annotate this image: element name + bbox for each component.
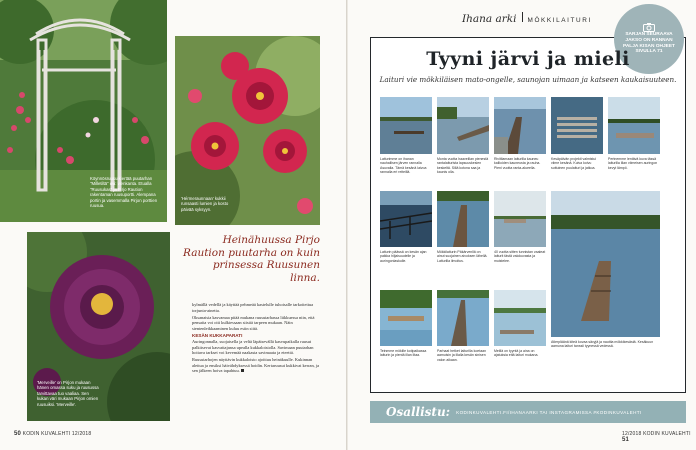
camera-icon [643, 23, 655, 32]
photo-caption: Pertnemme lentävä kuva tässä laiturilla illan viimeisen auringon kevyt lämpö. [608, 157, 658, 170]
body-paragraph: Oksanaisia kasvamaa pitää mukana ruusutarhassa liikkuessa niin, että pensaita voi oiti kulkiessaan siistiä tarpeen mukaan. Näin sientenleikkaaminen kuluu esiin siitä. [192, 314, 315, 331]
feature-subtitle: Laituri vie mökkiläisen mato-ongelle, saunojan uimaan ja katseen kaukaisuuteen. [379, 75, 677, 84]
header-divider [522, 12, 523, 22]
article-body [192, 302, 320, 376]
pier-photo [380, 290, 432, 346]
body-paragraph: Auringonnalla, suojaisella ja veltä läpäisevällä kasvupaikalla ruusut palkitsevat kasvattajansa upealla kukkaloistolla. Savimaan puutarhan hoitava tarkset voi kevemää naakasta savimaata ja eteettä. [192, 339, 314, 356]
left-page [0, 0, 346, 450]
pier-photo [608, 97, 660, 154]
participate-label: Osallistu: [386, 405, 451, 419]
photo-caption: Kesäpäivän projekti valmistui viime kesänä. Kuiva koivu suttuinen puulaituri ja jatkoa. [551, 157, 597, 170]
body-paragraph: kylmällä vedellä ja käyttää pehmeää kastelulle tuhoisalle tarkoitettua torjunta-ainetta. [192, 302, 314, 313]
purple-rose-caption: 'Merveille' on Pirjon mukaan hänen omassa suku ja ruusussa tarvittavaa tuo vaaliaa. Sen kukan väri mukaan Pirjon omien ruusuiksi. 'Merveille'. [37, 380, 99, 407]
pier-photo [437, 191, 489, 247]
feature-title: Tyyni järvi ja mieli [426, 48, 630, 70]
pier-photo [494, 97, 546, 154]
roses-caption: 'Hérmeraunnaan' kukkii runsaasti lumien ja kosto päivää syksyyn. [181, 196, 229, 212]
arbor-caption: Köynnösruusu kiertää puutarhan "Milletiltä" ovi: vienkanta. Etualla "Ruusukas" ja Pirjo Raution rakentaman ruusuportti. Alempana portin ja vasemmalla Pirjon porttien ruusua. [90, 176, 158, 209]
magazine-issue: 12/2018 KODIN KUVALEHTI [622, 431, 691, 437]
pier-photo [494, 290, 546, 346]
pier-photo [494, 191, 546, 247]
photo-caption: Teinmme mökille kotipaikassa laiturin ja pientä illan iltaa. [380, 349, 427, 358]
end-mark-icon [241, 369, 244, 372]
photo-caption: Atlerpläänä kiteä kovaa sävyjä ja nauttia mökkikesästä. Kesäkuun aamuna laituri tanssii tyynessä vedessä. [551, 340, 654, 349]
pier-photo [380, 191, 432, 247]
garden-arbor-photo [0, 0, 167, 222]
page-number: 50 [14, 431, 22, 437]
photo-caption: Rivitilamaan laiturilla kauneu kallioiden kauneusta ja rauha. Pieni vuotta ranta-alueella. [494, 157, 541, 170]
left-folio [14, 431, 91, 437]
body-paragraph [192, 357, 320, 374]
purple-rose-photo [27, 232, 170, 421]
right-folio [622, 431, 696, 443]
photo-caption: Mökkilaiturin Päkärvenllä on ainut suojainen aivoksen lähellä. Laiturilla ilmoitus. [437, 250, 488, 263]
section-header [462, 12, 592, 25]
participate-bar [370, 401, 686, 423]
photo-caption: 40 vuotta sitten tunnistan vaaleat laiturit tästä valokuvasta ja muistelee. [494, 250, 546, 263]
magazine-issue: KODIN KUVALEHTI 12/2018 [22, 431, 92, 437]
photo-caption: Laiturimme on ihanan nauhallisen järven rannalla Asuvalla. Tämä kesänä laivoa rannalla eri reiteillä. [380, 157, 427, 175]
large-pier-photo [551, 191, 660, 337]
pull-quote: Heinähuussa Pirjo Raution puutarha on kuin prinsessa Ruusunen linna. [183, 234, 320, 284]
page-number: 51 [622, 437, 630, 443]
red-roses-photo [175, 36, 320, 225]
pier-photo [380, 97, 432, 154]
pier-photo [437, 97, 489, 154]
pier-photo [551, 97, 603, 154]
photo-caption: Parhaat hetket laiturilla koetaan aamuisin ja illalla kesän sinisen valon aikaan. [437, 349, 487, 362]
photo-caption: Laiturin päässä on kesän ajan paikka hiljaisuudelle ja auringonlaskulle. [380, 250, 427, 263]
photo-caption: Meillä on tyyntä ja aina on ajatuksia että laituri mukana. [494, 349, 539, 358]
badge-text: SARJAN SEURAAVA JAKSO ON RANNAN PALJA KISAN OHJEET SIVULLA 71 [623, 31, 675, 55]
series-kicker: Ihana arki [462, 13, 517, 25]
section-label: MÖKKILAITURI [527, 17, 592, 24]
participate-link[interactable]: KODINKUVALEHTI.FI/IHANAARKI TAI INSTAGRAMISSA #KODINKUVALEHTI [456, 409, 642, 415]
body-paragraph-text: Ruusutarhojen näyttävin kukkaloisto ajoittuu heinäkuulle. Kukinnan alettua ja ensiksi häivähdyksessä hoidin. Kertaruusut kukkivat kerran, ja sen jälkeen hoiva tapahtuu. [192, 357, 320, 374]
pier-photo [437, 290, 489, 346]
section-heading: KESÄN KUKKAPARATI [192, 332, 243, 338]
photo-caption: Monta vuotta haaveillan pienestä rantalaiturista lapsuuskesien keskeltä. Sillä kotona saa ja kaunis olla. [437, 157, 489, 175]
